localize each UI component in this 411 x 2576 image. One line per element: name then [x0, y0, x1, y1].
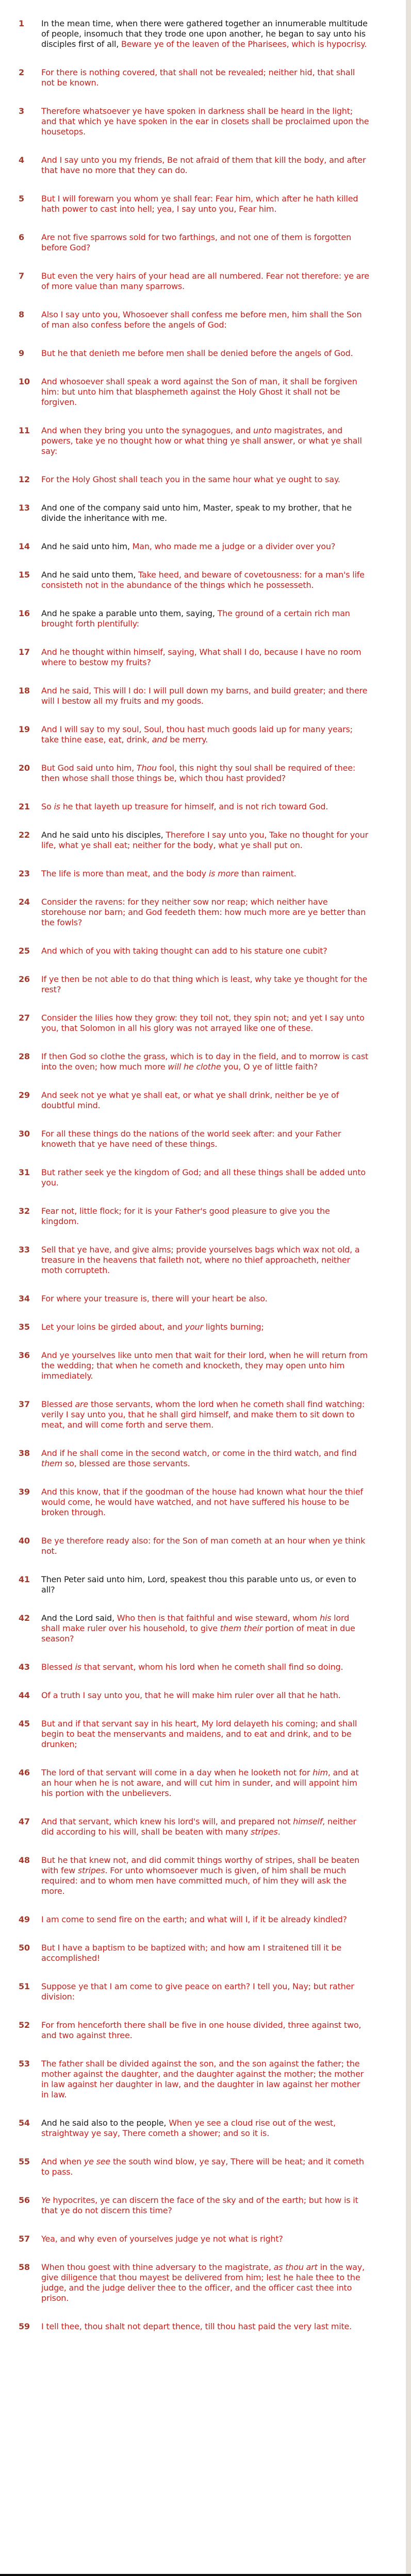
red-letter-run: Consider the lilies how they grow: they toil not, they spin not; and yet I say unto you, that Solomon in all his glory was not arrayed like one of these.: [41, 1013, 365, 1033]
red-letter-run: I am come to send fire on the earth; and what will I, if it be already kindled?: [41, 1914, 347, 1924]
verse-text: [41, 348, 370, 359]
verse-text: [41, 686, 370, 706]
red-letter-run: Thou: [136, 763, 157, 773]
verse-text: [41, 1613, 370, 1644]
verse-number: 23: [19, 869, 30, 878]
red-letter-run: is more: [208, 869, 239, 878]
scrollbar-track[interactable]: [406, 0, 411, 2576]
verse-text: [41, 1574, 370, 1595]
red-letter-run: If then God so clothe the grass, which is to day in the field, and to morrow is cast into the oven; how much more: [41, 1052, 369, 1072]
red-letter-run: And seek not ye what ye shall eat, or what ye shall drink, neither be ye of doubtful mind.: [41, 1090, 339, 1110]
verse-row: [19, 1167, 406, 1188]
verse-number: 20: [19, 763, 30, 773]
red-letter-run: Blessed: [41, 1399, 75, 1409]
red-letter-run: The life is more than meat, and the body: [41, 869, 209, 878]
red-letter-run: But even the very hairs of your head are all numbered. Fear not therefore: ye are of more value than many sparrows.: [41, 271, 369, 291]
verse-row: [19, 232, 406, 253]
verse-text: [41, 426, 370, 456]
verse-number: 4: [19, 155, 24, 165]
red-letter-run: But he that knew not, and did commit things worthy of stripes, shall be beaten with few: [41, 1855, 359, 1875]
verse-number: 55: [19, 2157, 30, 2166]
verse-text: [41, 19, 370, 49]
verse-number: 9: [19, 348, 24, 358]
verse-text: [41, 1206, 370, 1227]
verse-number: 28: [19, 1052, 30, 1061]
verse-number: 6: [19, 232, 24, 242]
verse-row: [19, 503, 406, 523]
verse-row: [19, 310, 406, 330]
red-letter-run: you, O ye of little faith?: [221, 1062, 318, 1072]
verse-number: 56: [19, 2195, 30, 2205]
verse-row: [19, 2157, 406, 2177]
verse-row: [19, 1322, 406, 1332]
red-letter-run: is: [54, 802, 60, 811]
verse-number: 40: [19, 1536, 30, 1546]
verse-number: 11: [19, 426, 30, 435]
verse-number: 29: [19, 1090, 30, 1100]
verse-text: [41, 1536, 370, 1556]
red-letter-run: will he clothe: [168, 1062, 221, 1072]
verse-number: 37: [19, 1399, 30, 1409]
verse-number: 18: [19, 686, 30, 696]
red-letter-run: And when: [41, 2157, 84, 2166]
red-letter-run: For there is nothing covered, that shall not be revealed; neither hid, that shall not be known.: [41, 67, 355, 88]
red-letter-run: Are not five sparrows sold for two farthings, and not one of them is forgotten before God?: [41, 232, 352, 252]
verse-text: [41, 474, 370, 485]
verse-number: 26: [19, 974, 30, 984]
verse-number: 36: [19, 1350, 30, 1360]
red-letter-run: the south wind blow, ye say, There will be heat; and it cometh to pass.: [41, 2157, 364, 2177]
verse-row: [19, 647, 406, 668]
verse-row: [19, 2195, 406, 2216]
verse-number: 44: [19, 1690, 30, 1700]
red-letter-run: And he said, This will I do: I will pull down my barns, and build greater; and there will I bestow all my fruits and my goods.: [41, 686, 368, 706]
red-letter-run: The lord of that servant will come in a day when he looketh not for: [41, 1768, 313, 1777]
verse-row: [19, 897, 406, 928]
red-letter-run: he that layeth up treasure for himself, and is not rich toward God.: [60, 802, 328, 811]
verse-row: [19, 106, 406, 137]
verse-number: 57: [19, 2234, 30, 2244]
red-letter-run: For the Holy Ghost shall teach you in the same hour what ye ought to say.: [41, 474, 340, 484]
red-letter-run: that servant, whom his lord when he cometh shall find so doing.: [81, 1662, 343, 1672]
verse-number: 54: [19, 2118, 30, 2128]
red-letter-run: For all these things do the nations of the world seek after: and your Father knoweth that ye have need of these things.: [41, 1129, 341, 1149]
verse-row: [19, 686, 406, 706]
red-letter-run: Blessed: [41, 1662, 75, 1672]
verse-row: [19, 1399, 406, 1430]
verse-text: [41, 1768, 370, 1799]
verse-text: [41, 2321, 370, 2332]
red-letter-run: them their: [220, 1623, 263, 1633]
verse-number: 32: [19, 1206, 30, 1216]
verse-number: 1: [19, 19, 24, 28]
verse-number: 38: [19, 1448, 30, 1458]
verse-number: 35: [19, 1322, 30, 1332]
verse-number: 10: [19, 377, 30, 386]
verse-row: [19, 1768, 406, 1799]
red-letter-run: unto: [253, 426, 272, 435]
red-letter-run: For where your treasure is, there will your heart be also.: [41, 1294, 268, 1303]
verse-text: [41, 1129, 370, 1149]
red-letter-run: If ye then be not able to do that thing which is least, why take ye thought for the rest?: [41, 974, 368, 994]
verse-text: [41, 232, 370, 253]
red-letter-run: And if he shall come in the second watch, or come in the third watch, and find: [41, 1448, 357, 1458]
verse-text: [41, 271, 370, 292]
red-letter-run: stripes: [77, 1866, 105, 1875]
verse-number: 27: [19, 1013, 30, 1023]
verse-row: [19, 2321, 406, 2332]
verse-row: [19, 1090, 406, 1111]
red-letter-run: Let your loins be girded about, and: [41, 1322, 185, 1332]
narrative-run: And he said also to the people,: [41, 2118, 169, 2128]
verse-row: [19, 1690, 406, 1701]
verse-row: [19, 2020, 406, 2041]
red-letter-run: so, blessed are those servants.: [62, 1459, 190, 1468]
verse-row: [19, 1129, 406, 1149]
verse-number: 30: [19, 1129, 30, 1139]
red-letter-run: Also I say unto you, Whosoever shall confess me before men, him shall the Son of man also confess before the angels of God:: [41, 310, 362, 330]
verse-text: [41, 1245, 370, 1276]
verse-text: [41, 155, 370, 176]
verse-row: [19, 2234, 406, 2244]
verse-row: [19, 426, 406, 456]
narrative-run: And he said unto them,: [41, 570, 139, 580]
verse-row: [19, 1662, 406, 1672]
red-letter-run: and: [152, 735, 168, 744]
red-letter-run: those servants, whom the lord when he cometh shall find watching: verily I say unto you, that he shall gird himself, and make them to sit down to meat, and will come forth and serve them.: [41, 1399, 365, 1430]
verse-text: [41, 1322, 370, 1332]
red-letter-run: But I will forewarn you whom ye shall fear: Fear him, which after he hath killed hath power to cast into hell; yea, I say unto you, Fear him.: [41, 194, 358, 214]
verse-number: 22: [19, 830, 30, 840]
verse-row: [19, 1487, 406, 1518]
verse-row: [19, 1914, 406, 1925]
verse-row: [19, 348, 406, 359]
verse-row: [19, 1719, 406, 1750]
verse-number: 59: [19, 2321, 30, 2331]
red-letter-run: I tell thee, thou shalt not depart thence, till thou hast paid the very last mite.: [41, 2321, 352, 2331]
verse-number: 50: [19, 1943, 30, 1953]
verse-number: 16: [19, 608, 30, 618]
verse-number: 12: [19, 474, 30, 484]
verse-row: [19, 1294, 406, 1304]
verse-number: 42: [19, 1613, 30, 1623]
verse-row: [19, 67, 406, 88]
verse-row: [19, 1613, 406, 1644]
red-letter-run: Who then is that faithful and wise steward, whom: [117, 1613, 320, 1623]
verse-text: [41, 608, 370, 629]
red-letter-run: The ground of a certain rich man brought forth plentifully:: [41, 608, 350, 629]
red-letter-run: be merry.: [167, 735, 208, 744]
verse-text: [41, 541, 370, 552]
red-letter-run: And that servant, which knew his lord's will, and prepared not: [41, 1817, 293, 1826]
verse-text: [41, 67, 370, 88]
verse-text: [41, 2195, 370, 2216]
red-letter-run: is: [75, 1662, 81, 1672]
verse-text: [41, 763, 370, 784]
verse-number: 24: [19, 897, 30, 907]
red-letter-run: Yea, and why even of yourselves judge ye not what is right?: [41, 2234, 283, 2244]
red-letter-run: in the way, give diligence that thou mayest be delivered from him; lest he hale thee to the judge, and the judge deliver thee to the officer, and the officer cast thee into prison.: [41, 2262, 365, 2303]
verse-number: 33: [19, 1245, 30, 1255]
red-letter-run: But and if that servant say in his heart, My lord delayeth his coming; and shall begin to beat the menservants and maidens, and to eat and drink, and to be drunken;: [41, 1719, 357, 1749]
verse-text: [41, 2234, 370, 2244]
red-letter-run: Sell that ye have, and give alms; provide yourselves bags which wax not old, a treasure in the heavens that faileth not, where no thief approacheth, neither moth corrupteth.: [41, 1245, 360, 1275]
verse-row: [19, 2059, 406, 2100]
verse-text: [41, 897, 370, 928]
red-letter-run: than raiment.: [239, 869, 297, 878]
verse-text: [41, 869, 370, 879]
red-letter-run: And ye yourselves like unto men that wait for their lord, when he will return from the wedding; that when he cometh and knocketh, they may open unto him immediately.: [41, 1350, 368, 1381]
verse-text: [41, 1448, 370, 1469]
verse-number: 8: [19, 310, 24, 319]
red-letter-run: him: [313, 1768, 328, 1777]
red-letter-run: stripes: [251, 1827, 278, 1837]
red-letter-run: And I say unto you my friends, Be not afraid of them that kill the body, and after that have no more that they can do.: [41, 155, 366, 175]
red-letter-run: fool, this night thy soul shall be required of thee: then whose shall those things be, which thou hast provided?: [41, 763, 356, 783]
verse-row: [19, 1943, 406, 1963]
verse-number: 31: [19, 1167, 30, 1177]
narrative-run: And the Lord said,: [41, 1613, 117, 1623]
verse-row: [19, 377, 406, 408]
red-letter-run: But I have a baptism to be baptized with; and how am I straitened till it be accomplished!: [41, 1943, 341, 1963]
red-letter-run: as thou art: [273, 2262, 318, 2272]
red-letter-run: your: [185, 1322, 203, 1332]
verse-row: [19, 1013, 406, 1033]
verse-text: [41, 1855, 370, 1896]
verse-row: [19, 194, 406, 214]
verse-number: 21: [19, 802, 30, 811]
verse-text: [41, 974, 370, 995]
verse-text: [41, 802, 370, 812]
red-letter-run: , neither did according to his will, shall be beaten with many: [41, 1817, 356, 1837]
verse-row: [19, 1206, 406, 1227]
red-letter-run: Man, who made me a judge or a divider over you?: [132, 541, 336, 551]
red-letter-run: Therefore whatsoever ye have spoken in darkness shall be heard in the light; and that which ye have spoken in the ear in closets shall be proclaimed upon the housetops.: [41, 106, 369, 137]
verse-row: [19, 608, 406, 629]
verse-text: [41, 194, 370, 214]
verse-row: [19, 1052, 406, 1072]
red-letter-run: Be ye therefore ready also: for the Son of man cometh at an hour when ye think not.: [41, 1536, 366, 1556]
verse-row: [19, 1350, 406, 1381]
verse-text: [41, 1690, 370, 1701]
verse-text: [41, 1662, 370, 1672]
verse-text: [41, 1294, 370, 1304]
verse-text: [41, 830, 370, 851]
verse-row: [19, 763, 406, 784]
verse-number: 39: [19, 1487, 30, 1497]
verse-number: 2: [19, 67, 24, 77]
verse-row: [19, 541, 406, 552]
red-letter-run: lights burning;: [203, 1322, 264, 1332]
verse-row: [19, 946, 406, 956]
red-letter-run: are: [75, 1399, 89, 1409]
red-letter-run: them: [41, 1459, 63, 1468]
red-letter-run: Fear not, little flock; for it is your Father's good pleasure to give you the kingdom.: [41, 1206, 330, 1226]
verse-text: [41, 647, 370, 668]
verse-row: [19, 1855, 406, 1896]
red-letter-run: Therefore I say unto you, Take no thought for your life, what ye shall eat; neither for the body, what ye shall put on.: [41, 830, 368, 850]
verse-row: [19, 1817, 406, 1837]
verse-row: [19, 2118, 406, 2139]
verse-number: 45: [19, 1719, 30, 1728]
verse-number: 7: [19, 271, 24, 281]
verse-row: [19, 1536, 406, 1556]
verse-row: [19, 1574, 406, 1595]
verse-row: [19, 1245, 406, 1276]
verse-row: [19, 1448, 406, 1469]
red-letter-run: When ye see a cloud rise out of the west, straightway ye say, There cometh a shower; and so it is.: [41, 2118, 336, 2138]
narrative-run: And he spake a parable unto them, saying,: [41, 608, 218, 618]
red-letter-run: For from henceforth there shall be five in one house divided, three against two, and two against three.: [41, 2020, 361, 2040]
verse-row: [19, 869, 406, 879]
verse-text: [41, 724, 370, 745]
verse-row: [19, 570, 406, 590]
verse-text: [41, 1487, 370, 1518]
verse-text: [41, 1817, 370, 1837]
verse-number: 52: [19, 2020, 30, 2030]
red-letter-run: Take heed, and beware of covetousness: for a man's life consisteth not in the abundance of the things which he possesseth.: [41, 570, 365, 590]
narrative-run: And one of the company said unto him, Master, speak to my brother, that he divide the inheritance with me.: [41, 503, 352, 523]
verse-text: [41, 570, 370, 590]
verse-row: [19, 271, 406, 292]
verse-number: 47: [19, 1817, 30, 1826]
verse-text: [41, 310, 370, 330]
verse-text: [41, 946, 370, 956]
verse-number: 53: [19, 2059, 30, 2069]
verse-text: [41, 1167, 370, 1188]
verse-text: [41, 1052, 370, 1072]
verse-row: [19, 1981, 406, 2002]
verse-row: [19, 802, 406, 812]
verse-number: 34: [19, 1294, 30, 1303]
red-letter-run: But God said unto him,: [41, 763, 137, 773]
verse-number: 48: [19, 1855, 30, 1865]
verse-number: 25: [19, 946, 30, 956]
verse-text: [41, 503, 370, 523]
red-letter-run: .: [277, 1827, 281, 1837]
red-letter-run: And which of you with taking thought can add to his stature one cubit?: [41, 946, 327, 956]
red-letter-run: magistrates, and powers, take ye no thought how or what thing ye shall answer, or what ye shall say:: [41, 426, 362, 456]
red-letter-run: And whosoever shall speak a word against the Son of man, it shall be forgiven him: but unto him that blasphemeth against the Holy Ghost it shall not be forgiven.: [41, 377, 357, 407]
verse-row: [19, 2262, 406, 2303]
verse-number: 5: [19, 194, 24, 204]
verse-number: 49: [19, 1914, 30, 1924]
red-letter-run: And he thought within himself, saying, What shall I do, because I have no room where to bestow my fruits?: [41, 647, 361, 667]
verse-text: [41, 2118, 370, 2139]
verse-number: 51: [19, 1981, 30, 1991]
verse-text: [41, 2059, 370, 2100]
verse-row: [19, 724, 406, 745]
verse-text: [41, 2262, 370, 2303]
red-letter-run: So: [41, 802, 54, 811]
red-letter-run: But he that denieth me before men shall be denied before the angels of God.: [41, 348, 353, 358]
red-letter-run: . For unto whomsoever much is given, of him shall be much required: and to whom men have committed much, of him they will ask the more.: [41, 1866, 347, 1896]
verse-text: [41, 377, 370, 408]
red-letter-run: Suppose ye that I am come to give peace on earth? I tell you, Nay; but rather division:: [41, 1981, 354, 2002]
verse-text: [41, 1399, 370, 1430]
red-letter-run: hypocrites, ye can discern the face of the sky and of the earth; but how is it that ye do not discern this time?: [41, 2195, 358, 2215]
verse-text: [41, 1013, 370, 1033]
narrative-run: And he said unto his disciples,: [41, 830, 166, 840]
bottom-bar: [0, 2574, 411, 2576]
red-letter-run: himself: [293, 1817, 323, 1826]
red-letter-run: his: [319, 1613, 332, 1623]
red-letter-run: Ye: [41, 2195, 51, 2205]
red-letter-run: And when they bring you unto the synagogues, and: [41, 426, 253, 435]
red-letter-run: The father shall be divided against the son, and the son against the father; the mother against the daughter, and the daughter against the mother; the mother in law against her daughter in law, and the daughter in law against her mother in law.: [41, 2059, 364, 2099]
red-letter-run: But rather seek ye the kingdom of God; and all these things shall be added unto you.: [41, 1167, 366, 1188]
verse-text: [41, 1943, 370, 1963]
verse-row: [19, 19, 406, 49]
verse-row: [19, 474, 406, 485]
verse-text: [41, 1350, 370, 1381]
verse-number: 46: [19, 1768, 30, 1777]
narrative-run: Then Peter said unto him, Lord, speakest thou this parable unto us, or even to all?: [41, 1574, 356, 1595]
verse-row: [19, 155, 406, 176]
verse-text: [41, 2157, 370, 2177]
verse-text: [41, 2020, 370, 2041]
red-letter-run: , and at an hour when he is not aware, and will cut him in sunder, and will appoint him his portion with the unbelievers.: [41, 1768, 359, 1798]
verse-number: 14: [19, 541, 30, 551]
red-letter-run: lord shall make ruler over his household, to give: [41, 1613, 350, 1633]
red-letter-run: portion of meat in due season?: [41, 1623, 355, 1643]
verse-number: 3: [19, 106, 24, 116]
red-letter-run: Beware ye of the leaven of the Pharisees, which is hypocrisy.: [121, 39, 367, 49]
red-letter-run: Of a truth I say unto you, that he will make him ruler over all that he hath.: [41, 1690, 341, 1700]
verse-number: 13: [19, 503, 30, 513]
verse-text: [41, 1981, 370, 2002]
red-letter-run: And this know, that if the goodman of the house had known what hour the thief would come, he would have watched, and not have suffered his house to be broken through.: [41, 1487, 363, 1517]
red-letter-run: Consider the ravens: for they neither sow nor reap; which neither have storehouse nor barn; and God feedeth them: how much more are ye better than the fowls?: [41, 897, 366, 927]
verse-number: 19: [19, 724, 30, 734]
narrative-run: And he said unto him,: [41, 541, 133, 551]
narrative-run: In the mean time, when there were gathered together an innumerable multitude of people, insomuch that they trode one upon another, he began to say unto his disciples first of all,: [41, 19, 368, 49]
verse-text: [41, 1719, 370, 1750]
verse-row: [19, 974, 406, 995]
verse-text: [41, 106, 370, 137]
verse-number: 15: [19, 570, 30, 580]
verse-number: 17: [19, 647, 30, 657]
verse-text: [41, 1914, 370, 1925]
red-letter-run: When thou goest with thine adversary to the magistrate,: [41, 2262, 274, 2272]
verse-row: [19, 830, 406, 851]
red-letter-run: ye see: [84, 2157, 111, 2166]
verse-text: [41, 1090, 370, 1111]
verse-number: 58: [19, 2262, 30, 2272]
red-letter-run: And I will say to my soul, Soul, thou hast much goods laid up for many years; take thine ease, eat, drink,: [41, 724, 353, 744]
verse-number: 41: [19, 1574, 30, 1584]
verse-number: 43: [19, 1662, 30, 1672]
